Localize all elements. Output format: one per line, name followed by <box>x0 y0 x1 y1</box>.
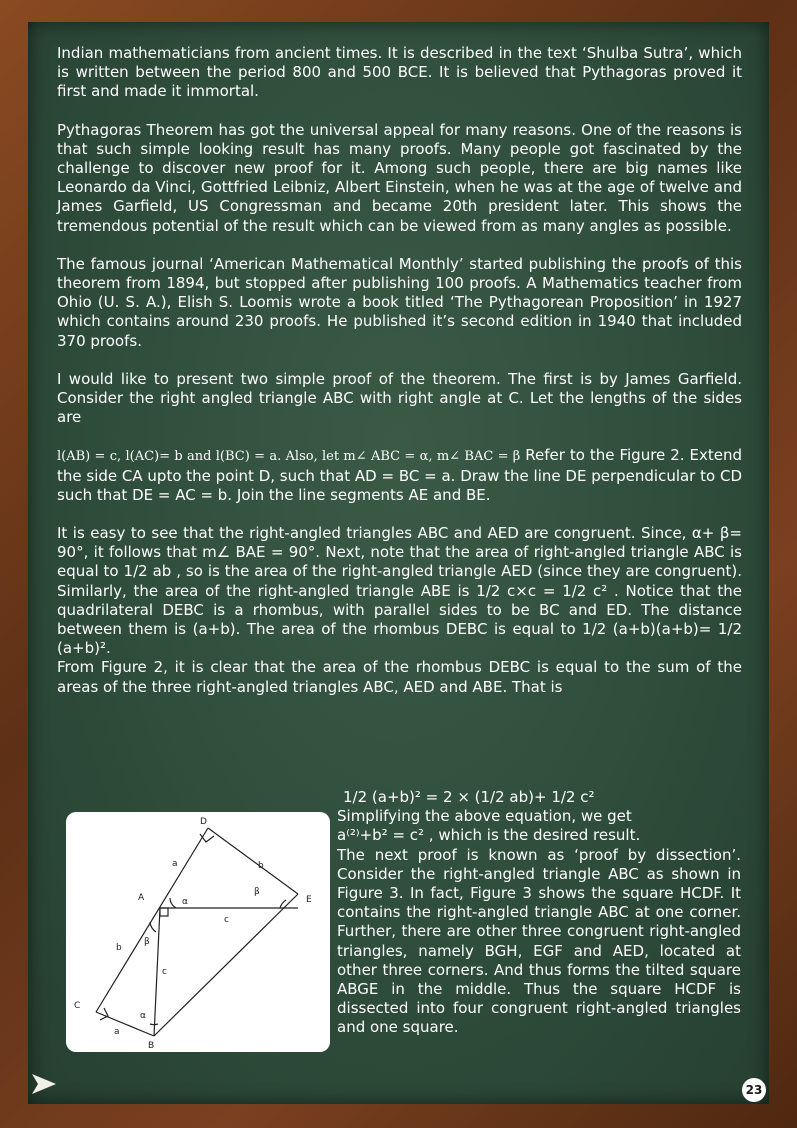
page-number: 23 <box>742 1078 766 1102</box>
arc-alpha-top <box>170 898 176 908</box>
right-angle-a <box>160 908 168 916</box>
paragraph-intro: Indian mathematicians from ancient times. It is described in the text ‘Shulba Sutra’, which is written between the period 800 and 500 BCE. It is believed that Pythagoras proved it first and made it immortal. <box>57 44 742 101</box>
arc-beta-left <box>150 922 156 932</box>
result-line: a⁽²⁾+b² = c² , which is the desired result. <box>337 826 641 845</box>
line-de <box>208 828 298 894</box>
paragraph-journal: The famous journal ‘American Mathematical Monthly’ started publishing the proofs of this theorem from 1894, but stopped after publishing 100 proofs. A Mathematics teacher from Ohio (U. S. A.), Elish S. Loomis wrote a book titled ‘The Pythagorean Proposition’ in 1927 which contains around 230 proofs. He published it’s second edition in 1940 that included 370 proofs. <box>57 254 742 350</box>
figure-2-diagram <box>66 812 330 1052</box>
paragraph-congruent: It is easy to see that the right-angled triangles ABC and AED are congruent. Since, α+ β= 90°, it follows that m∠ BAE = 90°. Next, note that the area of right-angled triangle ABC is equal to 1/2 ab , so is the area of the right-angled triangle AED (since they are congruent). Similarly, the area of the right-angled triangle ABE is 1/2 c×c = 1/2 c² . Notice that the quadrilateral DEBC is a rhombus, with parallel sides to be BC and ED. The distance between them is (a+b). The area of the rhombus DEBC is equal to 1/2 (a+b)(a+b)= 1/2 (a+b)². <box>57 524 742 658</box>
label-e: E <box>306 895 312 905</box>
paragraph-math-line <box>57 446 742 505</box>
label-c-mid: c <box>224 915 229 925</box>
math-notation: l(AB) = c, l(AC)= b and l(BC) = a. Also, let m∠ ABC = α, m∠ BAC = β <box>57 449 521 465</box>
label-c: C <box>74 1001 81 1011</box>
page-corner-arrow-icon <box>30 1072 58 1096</box>
label-b-left: b <box>116 943 122 953</box>
figure-2 <box>66 812 330 1052</box>
line-ab <box>154 908 160 1036</box>
label-a: A <box>138 893 145 903</box>
label-a-bottom: a <box>114 1027 120 1037</box>
paragraph-figure2: From Figure 2, it is clear that the area of the rhombus DEBC is equal to the sum of the areas of the three right-angled triangles ABC, AED and ABE. That is <box>57 658 742 696</box>
area-equation: 1/2 (a+b)² = 2 × (1/2 ab)+ 1/2 c² <box>343 788 595 806</box>
line-dc <box>96 828 208 1012</box>
main-text <box>57 44 742 697</box>
label-b-top: b <box>258 861 264 871</box>
label-beta-top: β <box>254 887 260 897</box>
paragraph-universal-appeal: Pythagoras Theorem has got the universal appeal for many reasons. One of the reasons is that such simple looking result has many proofs. Many people got fascinated by the challenge to discover new proof for it. Among such people, there are big names like Leonardo da Vinci, Gottfried Leibniz, Albert Einstein, when he was at the age of twelve and James Garfield, US Congressman and became 20th president later. This shows the tremendous potential of the result which can be viewed from as many angles as possible. <box>57 120 742 235</box>
math-line-rest: Refer to the Figure 2. Extend the side CA upto the point D, such that AD = BC = a. Draw the line DE perpendicular to CD such that DE = AC = b. Join the line segments AE and BE. <box>57 446 742 504</box>
label-d: D <box>200 817 207 827</box>
label-beta-left: β <box>144 937 150 947</box>
simplify-line: Simplifying the above equation, we get <box>337 807 632 826</box>
label-b: B <box>148 1041 155 1051</box>
right-column-text <box>337 788 741 1038</box>
paragraph-garfield: I would like to present two simple proof of the theorem. The first is by James Garfield. Consider the right angled triangle ABC with right angle at C. Let the lengths of the sides are <box>57 369 742 427</box>
paragraph-dissection: The next proof is known as ‘proof by dissection’. Consider the right-angled triangle ABC as shown in Figure 3. In fact, Figure 3 shows the square HCDF. It contains the right-angled triangle ABC at one corner. Further, there are other three congruent right-angled triangles, namely BGH, EGF and AED, located at other three corners. And thus forms the tilted square ABGE in the middle. Thus the square HCDF is dissected into four congruent right-angled triangles and one square. <box>337 845 741 1037</box>
label-a-top: a <box>172 859 178 869</box>
label-alpha-bottom: α <box>140 1011 146 1021</box>
label-c-vert: c <box>162 967 167 977</box>
label-alpha-top: α <box>182 897 188 907</box>
